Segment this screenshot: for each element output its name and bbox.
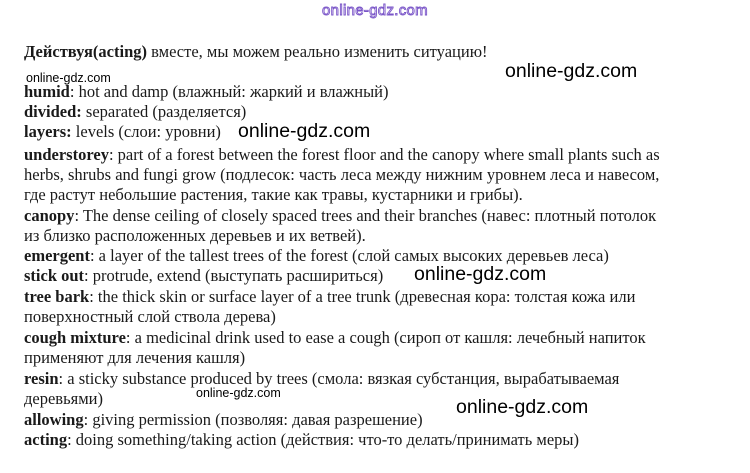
intro-text: вместе, мы можем реально изменить ситуацию! <box>147 42 488 61</box>
watermark-small: online-gdz.com <box>196 386 281 400</box>
watermark-large: online-gdz.com <box>505 60 638 82</box>
definition: : protrude, extend (выступать расшириться) <box>84 266 384 285</box>
entry-acting <box>24 430 579 450</box>
entry-stick-out <box>24 266 383 286</box>
intro-line <box>24 42 488 62</box>
definition: separated (разделяется) <box>81 102 247 121</box>
entry-cough-mixture-cont-1: применяют для лечения кашля) <box>24 348 246 367</box>
entry-canopy <box>24 206 656 226</box>
entry-tree-bark-cont-1: поверхностный слой ствола дерева) <box>24 307 276 326</box>
watermark-large: online-gdz.com <box>456 396 589 418</box>
definition: : giving permission (позволяя: давая разрешение) <box>83 410 423 429</box>
term: allowing <box>24 410 84 429</box>
watermark-large: online-gdz.com <box>238 120 371 142</box>
entry-divided <box>24 102 246 122</box>
definition: : The dense ceiling of closely spaced trees and their branches (навес: плотный потолок <box>74 206 657 225</box>
entry-tree-bark <box>24 287 635 307</box>
entry-allowing <box>24 410 423 430</box>
term: stick out <box>24 266 85 285</box>
definition: : the thick skin or surface layer of a tree trunk (древесная кора: толстая кожа или <box>89 287 636 306</box>
top-watermark: online-gdz.com <box>322 2 428 19</box>
definition: : a layer of the tallest trees of the forest (слой самых высоких деревьев леса) <box>89 246 609 265</box>
entry-understorey-cont-2: где растут небольшие растения, такие как травы, кустарники и грибы). <box>24 185 523 204</box>
entry-resin-cont-1: деревьями) <box>24 389 103 408</box>
watermark-small: online-gdz.com <box>26 71 111 85</box>
term: tree bark <box>24 287 90 306</box>
entry-resin <box>24 369 619 389</box>
entry-humid <box>24 82 389 102</box>
entry-understorey <box>24 145 660 165</box>
definition: levels (слои: уровни) <box>71 122 221 141</box>
term: understorey <box>24 145 109 164</box>
intro-bold: Действуя(acting) <box>24 42 147 61</box>
definition: : doing something/taking action (действия: что-то делать/принимать меры) <box>67 430 579 449</box>
entry-canopy-cont-1: из близко расположенных деревьев и их ветвей). <box>24 226 366 245</box>
entry-layers <box>24 122 221 142</box>
term: humid <box>24 82 70 101</box>
term: resin <box>24 369 59 388</box>
definition: : hot and damp (влажный: жаркий и влажный) <box>69 82 389 101</box>
term: cough mixture <box>24 328 126 347</box>
watermark-large: online-gdz.com <box>414 263 547 285</box>
term: emergent <box>24 246 90 265</box>
definition: : part of a forest between the forest floor and the canopy where small plants such as <box>108 145 660 164</box>
term: divided: <box>24 102 82 121</box>
entry-cough-mixture <box>24 328 646 348</box>
term: acting <box>24 430 68 449</box>
entry-understorey-cont-1: herbs, shrubs and fungi grow (подлесок: часть леса между нижним уровнем леса и навесом, <box>24 165 660 184</box>
term: canopy <box>24 206 75 225</box>
definition: : a sticky substance produced by trees (смола: вязкая субстанция, вырабатываемая <box>58 369 620 388</box>
definition: : a medicinal drink used to ease a cough (сироп от кашля: лечебный напиток <box>125 328 646 347</box>
term: layers: <box>24 122 72 141</box>
